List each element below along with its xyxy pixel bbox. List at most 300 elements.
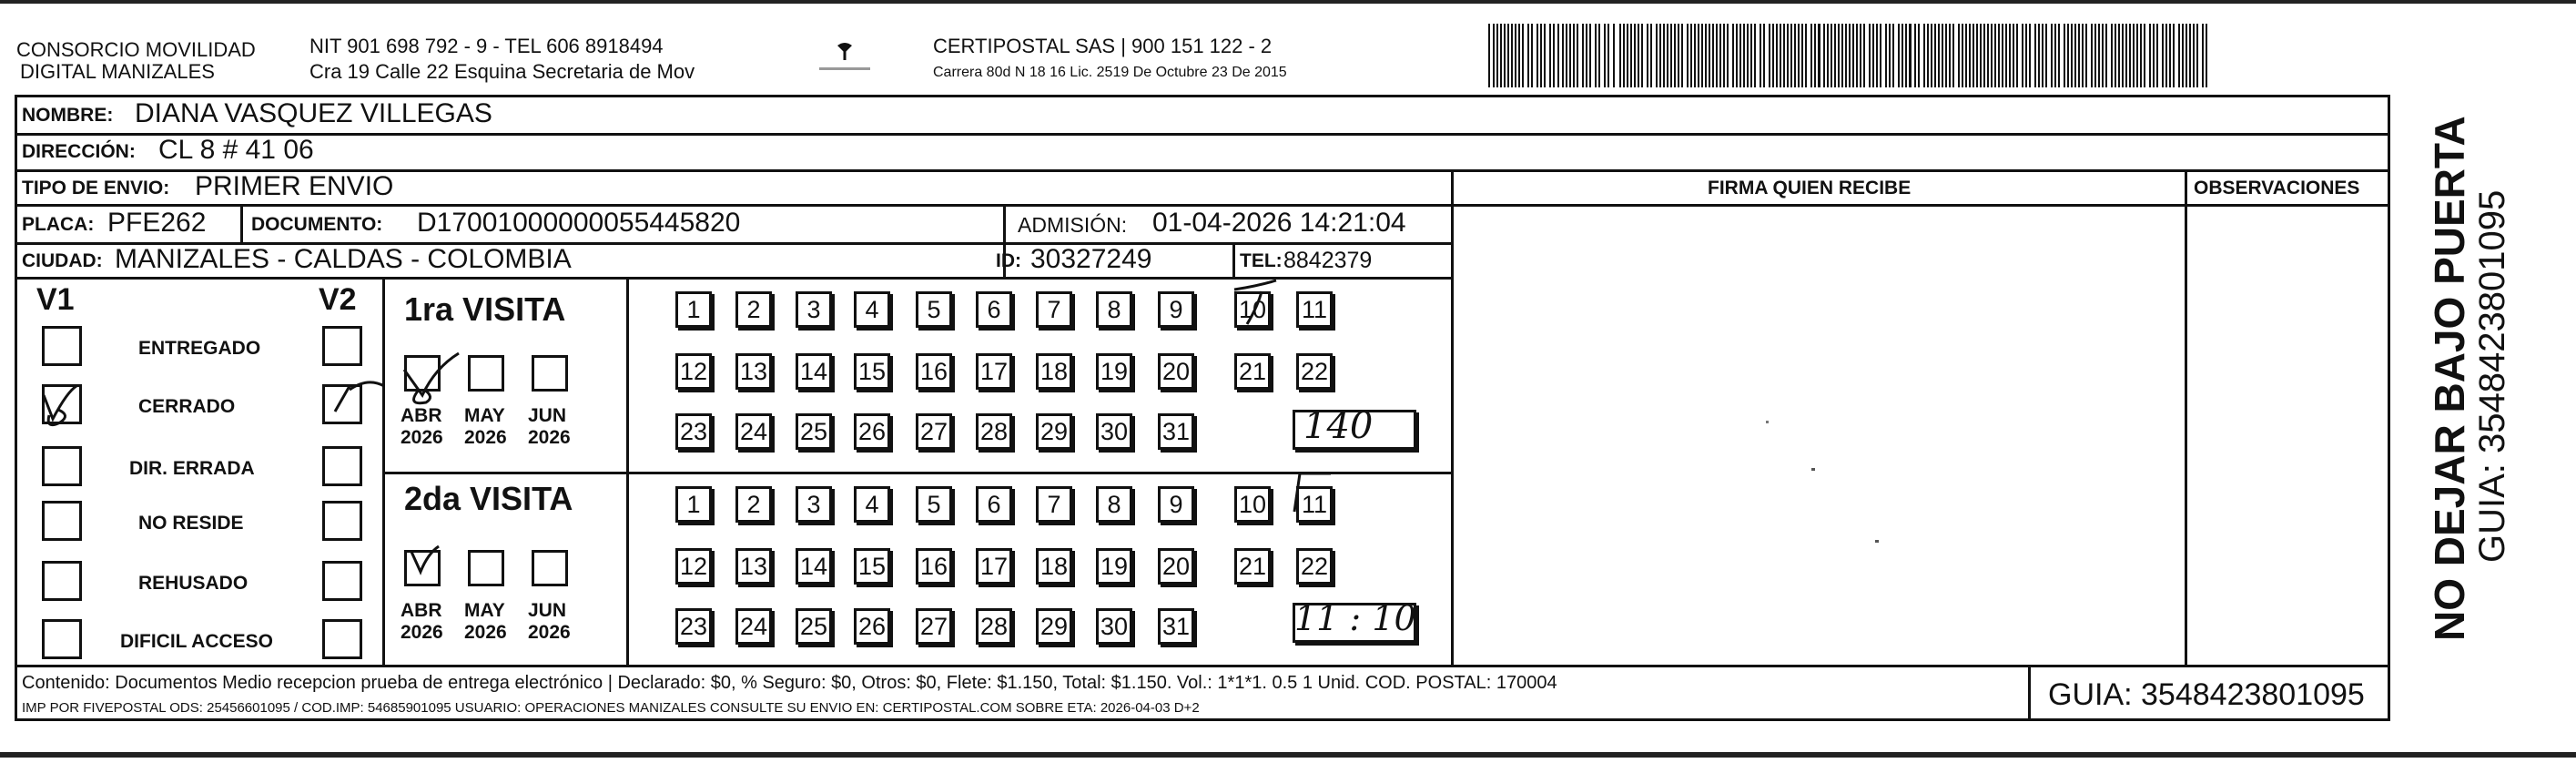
observaciones-header: OBSERVACIONES	[2194, 178, 2360, 198]
day-mark-10	[1291, 470, 1336, 521]
day-box[interactable]: 12	[675, 548, 712, 585]
tipo-envio-label: TIPO DE ENVIO:	[22, 178, 170, 198]
day-box[interactable]: 15	[854, 548, 890, 585]
barcode-bar	[2042, 24, 2044, 87]
day-box[interactable]: 28	[976, 413, 1012, 450]
barcode-bar	[2022, 24, 2023, 87]
day-box[interactable]: 10	[1234, 291, 1271, 328]
barcode-bar	[1595, 24, 1597, 87]
sender-address: Cra 19 Calle 22 Esquina Secretaria de Mov	[309, 60, 695, 83]
barcode-bar	[1527, 24, 1529, 87]
barcode-bar	[1674, 24, 1676, 87]
barcode-bar	[1885, 24, 1887, 87]
day-box[interactable]: 31	[1158, 608, 1194, 645]
col-line	[382, 277, 385, 665]
barcode-bar	[1493, 24, 1495, 87]
barcode-bar	[2078, 24, 2080, 87]
barcode-bar	[2115, 24, 2116, 87]
id-label: ID:	[996, 250, 1021, 271]
nombre-value: DIANA VASQUEZ VILLEGAS	[135, 98, 492, 128]
day-box[interactable]: 11	[1296, 291, 1333, 328]
barcode-bar	[1754, 24, 1756, 87]
barcode-bar	[2082, 24, 2084, 87]
barcode-bar	[1869, 24, 1871, 87]
barcode-bar	[2156, 24, 2158, 87]
footer-imp: IMP POR FIVEPOSTAL ODS: 25456601095 / COD.IMP: 54685901095 USUARIO: OPERACIONES MANIZALES CONSULTE SU ENVIO EN: CERTIPOSTAL.COM SOBRE ETA: 2026-04-03 D+2	[22, 700, 1200, 716]
day-box[interactable]: 5	[916, 291, 952, 328]
barcode-bar	[1634, 24, 1636, 87]
barcode-bar	[1701, 24, 1703, 87]
barcode-bar	[1647, 24, 1648, 87]
barcode-bar	[2189, 24, 2191, 87]
barcode-bar	[1856, 24, 1858, 87]
barcode-bar	[1613, 24, 1615, 87]
month-label: MAY	[464, 600, 505, 621]
barcode-bar	[1991, 24, 1993, 87]
barcode-bar	[1973, 24, 1974, 87]
barcode-bar	[1604, 24, 1606, 87]
col-line	[1451, 169, 1454, 665]
barcode-bar	[1627, 24, 1628, 87]
barcode-bar	[1732, 24, 1734, 87]
barcode-bar	[1994, 24, 1996, 87]
barcode-bar	[1790, 24, 1792, 87]
col-line	[240, 204, 243, 242]
day-box[interactable]: 15	[854, 353, 890, 390]
v1-header: V1	[36, 282, 75, 317]
status-v1-checkbox[interactable]	[42, 501, 82, 541]
day-box[interactable]: 17	[976, 353, 1012, 390]
month-checkbox-jun[interactable]	[532, 355, 568, 392]
barcode-bar	[2105, 24, 2107, 87]
barcode-bar	[1905, 24, 1907, 87]
barcode-bar	[2074, 24, 2076, 87]
barcode-bar	[2118, 24, 2120, 87]
barcode-bar	[1938, 24, 1940, 87]
month-label: JUN	[528, 600, 567, 621]
barcode-bar	[1983, 24, 1985, 87]
barcode-bar	[1569, 24, 1571, 87]
day-box[interactable]: 20	[1158, 548, 1194, 585]
barcode-bar	[2149, 24, 2151, 87]
barcode-bar	[1902, 24, 1903, 87]
status-label: DIR. ERRADA	[129, 458, 255, 479]
barcode-bar	[2071, 24, 2073, 87]
barcode-bar	[1573, 24, 1575, 87]
speck	[1811, 468, 1815, 471]
day-box[interactable]: 19	[1096, 548, 1132, 585]
day-box[interactable]: 1	[675, 486, 712, 523]
barcode-bar	[1801, 24, 1803, 87]
barcode-bar	[1849, 24, 1851, 87]
barcode-bar	[2034, 24, 2036, 87]
v2-header: V2	[319, 282, 357, 317]
day-box[interactable]: 23	[675, 413, 712, 450]
speck	[1875, 540, 1879, 543]
day-box[interactable]: 27	[916, 608, 952, 645]
barcode-bar	[1663, 24, 1665, 87]
day-box[interactable]: 9	[1158, 291, 1194, 328]
barcode-bar	[2098, 24, 2100, 87]
sender-name-line2: DIGITAL MANIZALES	[20, 60, 215, 83]
barcode-bar	[2016, 24, 2018, 87]
time-visit2: 11 : 10	[1294, 598, 1416, 638]
day-box[interactable]: 20	[1158, 353, 1194, 390]
day-box[interactable]: 16	[916, 548, 952, 585]
day-box[interactable]: 17	[976, 548, 1012, 585]
firma-header: FIRMA QUIEN RECIBE	[1708, 178, 1912, 198]
barcode-bar	[2029, 24, 2031, 87]
col-line	[2185, 169, 2187, 665]
barcode-bar	[1772, 24, 1774, 87]
col-line	[2028, 665, 2031, 721]
barcode-bar	[1638, 24, 1639, 87]
bottom-edge	[0, 752, 2576, 758]
side-warning: NO DEJAR BAJO PUERTA	[2426, 116, 2473, 641]
day-box[interactable]: 6	[976, 486, 1012, 523]
barcode-bar	[1582, 24, 1584, 87]
barcode-bar	[1518, 24, 1520, 87]
placa-label: PLACA:	[22, 214, 95, 235]
barcode-bar	[2186, 24, 2187, 87]
barcode-bar	[2122, 24, 2124, 87]
check-mark-visit2-abr	[406, 544, 442, 581]
barcode-bar	[1694, 24, 1696, 87]
barcode-bar	[1589, 24, 1591, 87]
barcode-bar	[1780, 24, 1781, 87]
barcode-bar	[1709, 24, 1710, 87]
day-box[interactable]: 8	[1096, 291, 1132, 328]
month-checkbox-jun[interactable]	[532, 550, 568, 586]
barcode-bar	[1927, 24, 1929, 87]
barcode-bar	[2133, 24, 2135, 87]
barcode-bar	[1496, 24, 1498, 87]
barcode-bar	[1834, 24, 1836, 87]
barcode-bar	[1794, 24, 1796, 87]
barcode-bar	[1776, 24, 1778, 87]
barcode-bar	[1667, 24, 1668, 87]
barcode-bar	[1934, 24, 1936, 87]
day-box[interactable]: 10	[1234, 486, 1271, 523]
barcode-bar	[2169, 24, 2171, 87]
barcode-bar	[1945, 24, 1947, 87]
barcode-bar	[2206, 24, 2207, 87]
barcode-bar	[1739, 24, 1741, 87]
barcode-bar	[1719, 24, 1721, 87]
day-box[interactable]: 2	[735, 291, 772, 328]
barcode-bar	[2165, 24, 2167, 87]
barcode-bar	[2153, 24, 2155, 87]
barcode-bar	[1787, 24, 1789, 87]
barcode-bar	[1549, 24, 1551, 87]
day-box[interactable]: 24	[735, 413, 772, 450]
barcode-bar	[1690, 24, 1692, 87]
barcode-bar	[1763, 24, 1765, 87]
barcode-bar	[2102, 24, 2104, 87]
status-label: NO RESIDE	[138, 513, 244, 534]
barcode-bar	[1630, 24, 1632, 87]
visit2-title: 2da VISITA	[404, 480, 573, 517]
barcode-bar	[1872, 24, 1874, 87]
barcode-bar	[1687, 24, 1689, 87]
barcode-bar	[2202, 24, 2204, 87]
barcode-bar	[1723, 24, 1725, 87]
barcode-bar	[1540, 24, 1542, 87]
barcode-bar	[1987, 24, 1989, 87]
barcode-bar	[2111, 24, 2113, 87]
direccion-label: DIRECCIÓN:	[22, 141, 136, 162]
day-box[interactable]: 11	[1296, 486, 1333, 523]
day-box[interactable]: 23	[675, 608, 712, 645]
month-label: MAY	[464, 405, 505, 426]
status-v1-checkbox[interactable]	[42, 561, 82, 601]
barcode-bar	[1577, 24, 1578, 87]
barcode-bar	[1852, 24, 1854, 87]
barcode-bar	[1909, 24, 1912, 87]
check-mark-cerrado-v2	[322, 377, 386, 422]
barcode-bar	[1827, 24, 1829, 87]
barcode-bar	[1783, 24, 1785, 87]
barcode-bar	[1705, 24, 1707, 87]
barcode-bar	[1818, 24, 1820, 87]
barcode-bar	[1805, 24, 1807, 87]
barcode-bar	[2125, 24, 2127, 87]
barcode-bar	[1536, 24, 1538, 87]
barcode-bar	[1898, 24, 1900, 87]
day-box[interactable]: 4	[854, 486, 890, 523]
day-box[interactable]: 19	[1096, 353, 1132, 390]
day-box[interactable]: 22	[1296, 353, 1333, 390]
day-box[interactable]: 24	[735, 608, 772, 645]
ciudad-label: CIUDAD:	[22, 250, 103, 271]
barcode-bar	[1507, 24, 1509, 87]
day-box[interactable]: 1	[675, 291, 712, 328]
barcode-bar	[1892, 24, 1894, 87]
day-box[interactable]: 3	[796, 486, 832, 523]
documento-label: DOCUMENTO:	[251, 214, 383, 235]
barcode-bar	[2002, 24, 2003, 87]
day-box[interactable]: 6	[976, 291, 1012, 328]
barcode-bar	[1531, 24, 1533, 87]
row-line	[15, 133, 2390, 136]
status-v1-checkbox[interactable]	[42, 446, 82, 486]
placa-value: PFE262	[107, 208, 207, 238]
id-value: 30327249	[1030, 244, 1152, 274]
barcode-bar	[1562, 24, 1564, 87]
barcode-bar	[1743, 24, 1745, 87]
barcode-bar	[1641, 24, 1643, 87]
barcode-bar	[2058, 24, 2060, 87]
tipo-envio-value: PRIMER ENVIO	[195, 171, 394, 201]
barcode-bar	[1931, 24, 1932, 87]
side-guia: GUIA: 3548423801095	[2472, 189, 2512, 563]
day-mark-9	[1231, 279, 1285, 333]
time-visit1: 140	[1303, 405, 1374, 447]
tel-label: TEL:	[1240, 250, 1283, 271]
day-box[interactable]: 2	[735, 486, 772, 523]
barcode-bar	[1659, 24, 1661, 87]
nombre-label: NOMBRE:	[22, 105, 114, 126]
day-box[interactable]: 29	[1036, 608, 1072, 645]
barcode-bar	[1918, 24, 1920, 87]
day-box[interactable]: 13	[735, 548, 772, 585]
barcode-bar	[1736, 24, 1738, 87]
barcode-bar	[1515, 24, 1516, 87]
col-line	[1232, 242, 1235, 277]
barcode-bar	[1586, 24, 1587, 87]
sender-name-line1: CONSORCIO MOVILIDAD	[16, 38, 256, 61]
barcode-bar	[1656, 24, 1658, 87]
barcode-bar	[1980, 24, 1982, 87]
status-label: ENTREGADO	[138, 338, 261, 359]
barcode-bar	[1607, 24, 1609, 87]
barcode-bar	[1504, 24, 1506, 87]
documento-value: D17001000000055445820	[417, 208, 741, 238]
direccion-value: CL 8 # 41 06	[158, 135, 314, 165]
courier-name: CERTIPOSTAL SAS | 900 151 122 - 2	[933, 35, 1273, 57]
barcode-bar	[2025, 24, 2027, 87]
barcode-bar	[1750, 24, 1752, 87]
barcode-bar	[2178, 24, 2180, 87]
status-label: REHUSADO	[138, 573, 248, 594]
day-box[interactable]: 7	[1036, 486, 1072, 523]
month-label: ABR	[401, 405, 442, 426]
day-box[interactable]: 30	[1096, 608, 1132, 645]
barcode-bar	[2005, 24, 2007, 87]
day-box[interactable]: 9	[1158, 486, 1194, 523]
barcode-bar	[1998, 24, 2000, 87]
day-box[interactable]: 25	[796, 608, 832, 645]
admision-label: ADMISIÓN:	[1018, 213, 1128, 237]
barcode-icon	[1488, 24, 2212, 87]
barcode-bar	[1747, 24, 1749, 87]
status-label: DIFICIL ACCESO	[120, 631, 274, 652]
speck	[1766, 421, 1769, 423]
status-label: CERRADO	[138, 396, 236, 417]
barcode-bar	[1681, 24, 1683, 87]
barcode-bar	[2129, 24, 2131, 87]
status-v2-checkbox[interactable]	[322, 619, 362, 659]
barcode-bar	[1619, 24, 1621, 87]
day-box[interactable]: 25	[796, 413, 832, 450]
barcode-bar	[2067, 24, 2069, 87]
day-box[interactable]: 29	[1036, 413, 1072, 450]
barcode-bar	[2045, 24, 2047, 87]
day-box[interactable]: 18	[1036, 548, 1072, 585]
check-mark-cerrado-v1	[40, 382, 95, 437]
month-year: 2026	[528, 622, 571, 643]
barcode-bar	[2196, 24, 2198, 87]
day-box[interactable]: 26	[854, 413, 890, 450]
month-checkbox-may[interactable]	[468, 355, 504, 392]
barcode-bar	[1976, 24, 1978, 87]
day-box[interactable]: 27	[916, 413, 952, 450]
day-box[interactable]: 4	[854, 291, 890, 328]
barcode-bar	[1798, 24, 1800, 87]
day-box[interactable]: 7	[1036, 291, 1072, 328]
footer-guia: GUIA: 3548423801095	[2048, 677, 2365, 712]
day-box[interactable]: 13	[735, 353, 772, 390]
barcode-bar	[1962, 24, 1963, 87]
status-v1-checkbox[interactable]	[42, 326, 82, 366]
status-v2-checkbox[interactable]	[322, 501, 362, 541]
barcode-bar	[1678, 24, 1679, 87]
tel-value: 8842379	[1283, 248, 1373, 273]
month-checkbox-may[interactable]	[468, 550, 504, 586]
day-box[interactable]: 21	[1234, 353, 1271, 390]
visit1-title: 1ra VISITA	[404, 290, 566, 328]
barcode-bar	[1670, 24, 1672, 87]
barcode-bar	[1942, 24, 1943, 87]
barcode-bar	[2064, 24, 2065, 87]
status-v2-checkbox[interactable]	[322, 446, 362, 486]
top-edge	[0, 0, 2576, 4]
barcode-bar	[1522, 24, 1524, 87]
row-line	[1451, 204, 2390, 207]
barcode-bar	[1698, 24, 1699, 87]
day-box[interactable]: 28	[976, 608, 1012, 645]
barcode-bar	[2173, 24, 2175, 87]
barcode-bar	[1889, 24, 1891, 87]
barcode-bar	[2182, 24, 2184, 87]
day-box[interactable]: 18	[1036, 353, 1072, 390]
barcode-bar	[1511, 24, 1513, 87]
month-year: 2026	[401, 622, 443, 643]
barcode-bar	[1650, 24, 1652, 87]
day-box[interactable]: 22	[1296, 548, 1333, 585]
month-label: JUN	[528, 405, 567, 426]
day-box[interactable]: 14	[796, 353, 832, 390]
barcode-bar	[1823, 24, 1825, 87]
status-v2-checkbox[interactable]	[322, 326, 362, 366]
status-v1-checkbox[interactable]	[42, 619, 82, 659]
barcode-bar	[1566, 24, 1567, 87]
courier-address: Carrera 80d N 18 16 Lic. 2519 De Octubre 23 De 2015	[933, 65, 1287, 80]
barcode-bar	[1810, 24, 1812, 87]
barcode-bar	[1623, 24, 1625, 87]
ciudad-value: MANIZALES - CALDAS - COLOMBIA	[115, 244, 572, 274]
day-box[interactable]: 3	[796, 291, 832, 328]
day-box[interactable]: 16	[916, 353, 952, 390]
barcode-bar	[2193, 24, 2195, 87]
month-label: ABR	[401, 600, 442, 621]
day-box[interactable]: 21	[1234, 548, 1271, 585]
footer-contenido: Contenido: Documentos Medio recepcion prueba de entrega electrónico | Declarado: $0, % Seguro: $0, Otros: $0, Flete: $1.150, Total: $1.150. Vol.: 1*1*1. 0.5 1 Unid. COD. POSTAL: 170004	[22, 673, 1557, 693]
certipostal-logo-icon	[817, 40, 872, 76]
day-box[interactable]: 26	[854, 608, 890, 645]
barcode-bar	[2094, 24, 2096, 87]
day-box[interactable]: 30	[1096, 413, 1132, 450]
day-box[interactable]: 12	[675, 353, 712, 390]
barcode-bar	[1923, 24, 1925, 87]
day-box[interactable]: 5	[916, 486, 952, 523]
barcode-bar	[2038, 24, 2040, 87]
barcode-bar	[1958, 24, 1960, 87]
barcode-bar	[1965, 24, 1967, 87]
barcode-bar	[1769, 24, 1770, 87]
barcode-bar	[1598, 24, 1600, 87]
barcode-bar	[1880, 24, 1881, 87]
admision-value: 01-04-2026 14:21:04	[1152, 208, 1406, 238]
barcode-bar	[1838, 24, 1840, 87]
day-box[interactable]: 14	[796, 548, 832, 585]
day-box[interactable]: 31	[1158, 413, 1194, 450]
status-v2-checkbox[interactable]	[322, 561, 362, 601]
barcode-bar	[2144, 24, 2145, 87]
row-line	[15, 204, 1451, 207]
barcode-bar	[1544, 24, 1546, 87]
day-box[interactable]: 8	[1096, 486, 1132, 523]
